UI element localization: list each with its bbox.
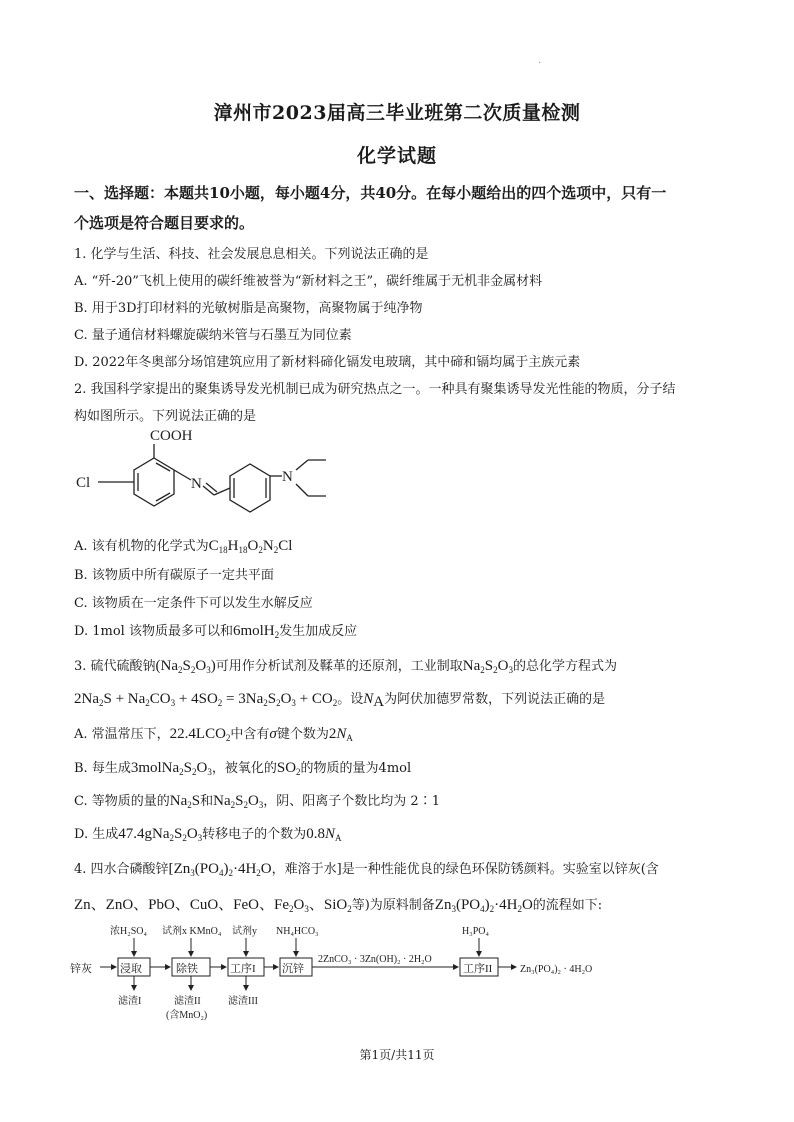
- q2-option-c: C. 该物质在一定条件下可以发生水解反应: [74, 596, 313, 611]
- q2-option-a-text: A. 该有机物的化学式为: [74, 539, 209, 554]
- q3-formula-1: $(Na_2S_2O_3)$: [155, 658, 216, 675]
- q3-option-d: [74, 823, 744, 843]
- scan-dot: ·: [538, 58, 542, 69]
- q3-a-post: 键个数为: [276, 727, 329, 742]
- q3-option-b: [74, 757, 744, 777]
- q3-b-post: 的物质的量为4mol: [300, 761, 412, 776]
- q3-c-pre: C. 等物质的量的: [74, 794, 170, 809]
- q3-stem-post: 的总化学方程式为: [512, 659, 617, 674]
- q2-stem-line2: 构如图所示。下列说法正确的是: [74, 409, 257, 424]
- page-footer: 第1页/共11页: [359, 1048, 435, 1062]
- amine-n-label: N: [282, 469, 293, 485]
- benzene-ring-1: [134, 458, 174, 506]
- q3-b-mid: ，被氧化的: [211, 761, 277, 776]
- q3-a-pre: A. 常温常压下，: [74, 727, 170, 742]
- q1-option-d: D. 2022年冬奥部分场馆建筑应用了新材料碲化镉发电玻璃，其中碲和镉均属于主族元素: [74, 355, 581, 370]
- sigma-symbol: σ: [269, 726, 277, 742]
- q4-line2: [74, 893, 744, 914]
- q3-option-a: [74, 723, 744, 743]
- section-heading-line1: 一、选择题：本题共10小题，每小题4分，共40分。在每小题给出的四个选项中，只有一: [74, 184, 667, 202]
- flow-reagent-3: 试剂y: [232, 926, 257, 937]
- q3-d-value: $0.8N_A$: [306, 826, 342, 843]
- flow-reagent-5: H₃PO₄: [462, 926, 489, 937]
- q4-line2-tail: 的流程如下:: [532, 898, 603, 913]
- q1-option-b: B. 用于3D打印材料的光敏树脂是高聚物，高聚物属于纯净物: [74, 301, 423, 316]
- imine-n-label: N: [191, 476, 202, 492]
- cl-label: Cl: [76, 475, 91, 491]
- q1-option-c: C. 量子通信材料螺旋碳纳米管与石墨互为同位素: [74, 328, 352, 343]
- flow-middle-product: 2ZnCO₃ · 3Zn(OH)₂ · 2H₂O: [318, 954, 432, 965]
- q2-option-d: [74, 620, 744, 640]
- q3-a-mid: 中含有: [230, 727, 270, 742]
- q4-formula-2: $Zn_3(PO_4)_2\cdot 4H_2O$: [434, 897, 533, 914]
- flow-start: 锌灰: [70, 963, 92, 975]
- q3-stem-pre: 3. 硫代硫酸钠: [74, 659, 156, 674]
- q2-stem-line1: 2. 我国科学家提出的聚集诱导发光机制已成为研究热点之一。一种具有聚集诱导发光性能的物质，分子结: [74, 382, 676, 397]
- page-subtitle: 化学试题: [356, 145, 437, 167]
- q3-option-c: [74, 790, 744, 810]
- q1-stem: 1. 化学与生活、科技、社会发展息息相关。下列说法正确的是: [74, 247, 429, 262]
- q3-b-so2: $SO_2$: [276, 760, 301, 777]
- q3-d-pre: D. 生成: [74, 827, 119, 842]
- q3-eq-post: 。设: [337, 692, 364, 707]
- q3-stem: [74, 655, 744, 675]
- flow-step-3: 工序I: [230, 963, 256, 975]
- flow-residue-3: 滤渣III: [228, 996, 258, 1007]
- q3-c-formula-2: $Na_2S_2O_3$: [213, 793, 264, 810]
- q2-option-d-post: 发生加成反应: [279, 624, 358, 639]
- q1-option-a: A. “歼-20”飞机上使用的碳纤维被誉为“新材料之王”，碳纤维属于无机非金属材料: [74, 274, 543, 289]
- section-heading: [74, 178, 734, 238]
- q3-c-formula-1: $Na_2S$: [169, 793, 201, 810]
- q3-a-value: $2N_A$: [328, 726, 353, 743]
- q4-line2-post: 等)为原料制备: [351, 898, 435, 913]
- process-flow-diagram: [70, 922, 670, 1036]
- q3-c-post: ，阴、阳离子个数比均为 2∶1: [263, 794, 440, 809]
- q3-d-formula: $47.4gNa_2S_2O_3$: [118, 826, 203, 843]
- q2-formula: $C_{18}H_{18}O_2N_2Cl$: [208, 538, 293, 555]
- q2-option-d-pre: D. 1mol 该物质最多可以和: [74, 624, 233, 639]
- page-title: 漳州市2023届高三毕业班第二次质量检测: [213, 102, 581, 124]
- flow-residue-2: 滤渣II: [174, 996, 201, 1007]
- benzene-ring-2: [230, 464, 270, 512]
- q3-c-mid: 和: [200, 794, 214, 809]
- q3-a-formula: $22.4LCO_2$: [169, 726, 231, 743]
- flow-residue-2-note: (含MnO₂): [166, 1010, 208, 1021]
- flow-final-product: Zn₃(PO₄)₂ · 4H₂O: [520, 964, 593, 975]
- q3-formula-2: $Na_2S_2O_3$: [462, 658, 513, 675]
- q3-b-formula: $3molNa_2S_2O_3$: [130, 760, 212, 777]
- q3-equation: $2Na_2S + Na_2CO_3 + 4SO_2 = 3Na_2S_2O_3 + CO_2$: [74, 691, 338, 708]
- q4-ash-components: Zn、ZnO、PbO、CuO、FeO、$Fe_2O_3$、SiO$_2$: [74, 897, 352, 914]
- flow-reagent-2: 试剂x KMnO₄: [162, 926, 222, 937]
- flow-residue-1: 滤渣I: [118, 996, 142, 1007]
- q4-stem-post: ，难溶于水]是一种性能优良的绿色环保防锈颜料。实验室以锌灰(含: [271, 862, 659, 877]
- q3-equation-line: $2Na_2S + Na_2CO_3 + 4SO_2 = 3Na_2S_2O_3 + CO_2$。设$N_A$为阿伏加德罗常数，下列说法正确的是: [74, 691, 606, 710]
- flow-reagent-4: NH₄HCO₃: [276, 926, 319, 937]
- q4-stem: [74, 858, 744, 878]
- q4-stem-pre: 4. 四水合磷酸锌[: [74, 862, 174, 877]
- q3-d-post: 转移电子的个数为: [202, 827, 307, 842]
- q3-eq-tail: 为阿伏加德罗常数，下列说法正确的是: [384, 692, 606, 707]
- flow-step-4: 沉锌: [282, 963, 304, 975]
- q2-option-b: B. 该物质中所有碳原子一定共平面: [74, 568, 274, 583]
- q3-na-symbol: N: [363, 691, 374, 707]
- cooh-label: COOH: [150, 428, 193, 444]
- q4-formula-1: $Zn_3(PO_4)_2\cdot 4H_2O$: [173, 861, 272, 878]
- flow-reagent-1: 浓H₂SO₄: [110, 926, 147, 937]
- q2-option-a: [74, 535, 744, 555]
- flow-step-2: 除铁: [176, 963, 198, 975]
- section-heading-line2: 个选项是符合题目要求的。: [74, 214, 255, 232]
- q3-b-pre: B. 每生成: [74, 761, 131, 776]
- q2-d-formula: 6molH$_2$: [232, 623, 280, 640]
- molecule-structure: [70, 428, 350, 532]
- flow-step-1: 浸取: [120, 963, 142, 975]
- q3-stem-mid: 可用作分析试剂及鞣革的还原剂，工业制取: [215, 659, 463, 674]
- flow-step-5: 工序II: [463, 963, 493, 975]
